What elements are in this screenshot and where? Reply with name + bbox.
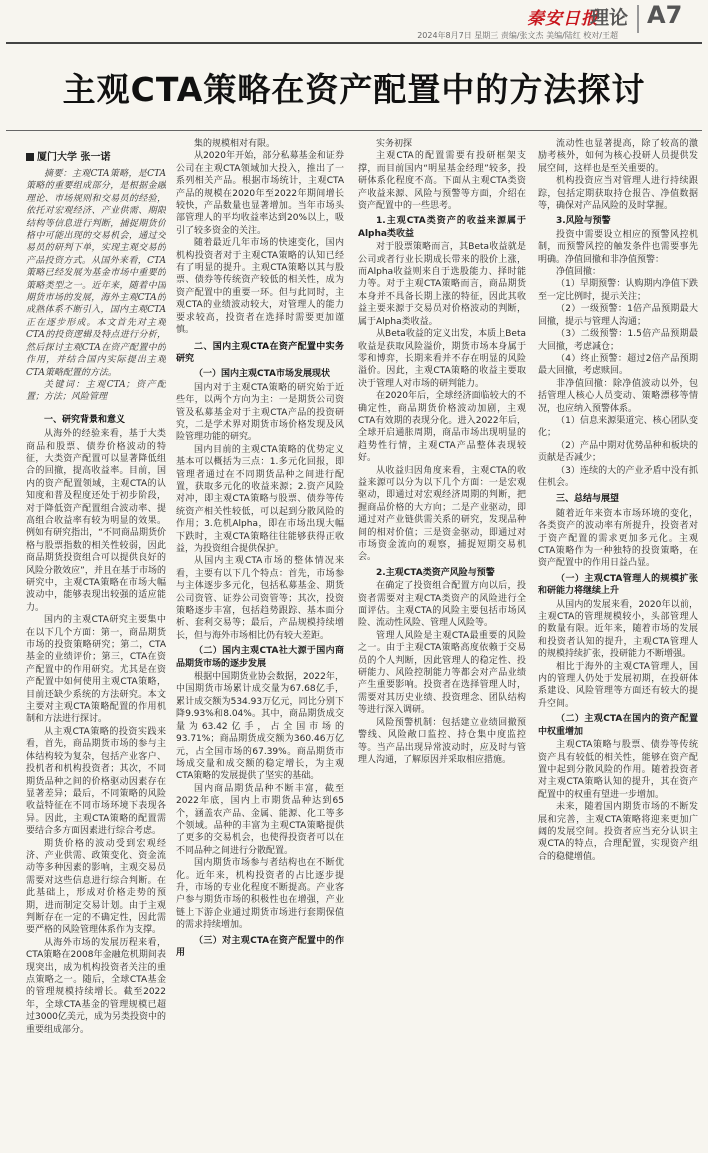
byline-square-icon — [26, 153, 34, 161]
body-paragraph: 从国内主观CTA市场的整体情况来看，主要有以下几个特点：首先，市场参与主体逐步多元化，包括私募基金、期货公司资管、证券公司资管等；其次，投资策略逐步丰富，包括趋势跟踪、基本面分析、套利交易等；最后，产品规模持续增长，但与海外市场相比仍有较大差距。 — [176, 556, 344, 641]
header-rule — [6, 42, 702, 44]
dateline: 2024年8月7日 星期三 责编/张文杰 美编/陆红 校对/王超 — [417, 31, 618, 40]
abstract-paragraph: 关键词：主观CTA；资产配置；方法；风险管理 — [26, 379, 166, 403]
body-paragraph: 集的规模相对有限。 — [194, 139, 276, 149]
body-paragraph: 期货价格的波动受到宏观经济、产业供需、政策变化、资金流动等多种因素的影响，主观交易员需要对这些信息进行综合判断。在此基础上，形成对价格走势的预期，进而制定交易计划。由于主观判断存在一定的不确定性，因此需要严格的风险管理体系作为支撑。 — [26, 838, 166, 936]
body-paragraph: （2）产品中期对优势品种和板块的贡献是否减少； — [538, 440, 698, 464]
subsection-heading: （二）主观CTA在国内的资产配置中权重增加 — [538, 714, 698, 737]
masthead-divider — [637, 5, 639, 33]
abstract-paragraph: 摘要：主观CTA策略，是CTA策略的重要组成部分，是根据金融理论、市场规则和交易员的经验，依托对宏观经济、产业供需、期限结构等信息进行判断，捕捉期货价格中可能出现的交易机会，通过交易员的研判下单，实现主观交易的产品投资方式。从国外来看，CTA策略已经发展为基金市场中重要的策略类型之一。近年来，随着中国期货市场的发展，海外主观CTA的成熟体系不断引入，国内主观CTA正在逐步形成。本文首先对主观CTA的投资逻辑及特点进行分析，然后探讨主观CTA在资产配置中的作用，并结合国内实际提出主观CTA策略配置的方法。 — [26, 169, 166, 378]
body-paragraph: （3）连续的大的产业矛盾中没有抓住机会。 — [538, 465, 698, 488]
body-paragraph: （1）信息来源渠道完、核心团队变化； — [538, 415, 698, 439]
body-paragraph: 非净值回撤：除净值波动以外，包括管理人核心人员变动、策略漂移等情况，也应纳入预警体系。 — [538, 378, 698, 414]
page-number: A7 — [647, 1, 683, 29]
section-label: 理论 — [590, 7, 629, 29]
body-paragraph: 根据中国期货业协会数据，2022年，中国期货市场累计成交量为67.68亿手，累计成交额为534.93万亿元，同比分别下降9.93%和8.04%。其中，商品期货成交量为63.42亿手，占全国市场的93.71%；商品期货成交额为360.46万亿元，占全国市场的67.39%。商品期货市场成交量和成交额的稳定增长，为主观CTA策略的发展提供了坚实的基础。 — [176, 672, 344, 782]
column-3 — [358, 138, 526, 1143]
body-paragraph: 随着最近几年市场的快速变化，国内机构投资者对于主观CTA策略的认知已经有了明显的提升。主观CTA策略以其与股票、债券等传统资产较低的相关性，成为资产配置中的重要一环。但与此同时，主观CTA的业绩波动较大，对管理人的能力要求较高，投资者在选择时需要更加谨慎。 — [176, 238, 344, 336]
column-1 — [26, 168, 166, 1143]
body-paragraph: 在确定了投资组合配置方向以后，投资者需要对主观CTA类资产的风险进行全面评估。主观CTA的风险主要包括市场风险、流动性风险、管理人风险等。 — [358, 581, 526, 629]
body-paragraph: 对于股票策略而言，其Beta收益就是公司或者行业长期成长带来的股价上涨，而Alpha收益则来自于选股能力、择时能力等。对于主观CTA策略而言，商品期货本身并不具备长期上涨的特征，因此其收益主要来源于交易员对价格波动的判断，属于Alpha类收益。 — [358, 242, 526, 327]
section-heading: 二、国内主观CTA在资产配置中实务研究 — [176, 341, 344, 364]
body-paragraph: 国内的主观CTA研究主要集中在以下几个方面：第一，商品期货市场的投资策略研究；第二，CTA基金的业绩评价；第三，CTA在资产配置中的作用研究。尤其是在资产配置中如何使用主观CTA策略，目前还缺少系统的方法研究。本文主要对主观CTA策略配置的作用机制和方法进行探讨。 — [26, 615, 166, 725]
body-paragraph: 流动性也显著提高，除了较高的激励考核外，如何为核心投研人员提供发展空间，这样也是至关重要的。 — [538, 139, 698, 174]
column-4 — [538, 138, 698, 1143]
byline — [26, 148, 110, 163]
body-paragraph: 相比于海外的主观CTA管理人，国内的管理人仍处于发展初期，在投研体系建设、风险管理等方面还有较大的提升空间。 — [538, 661, 698, 709]
body-paragraph: （3）二级预警：1.5倍产品预期最大回撤，考虑减仓； — [538, 329, 698, 352]
masthead — [0, 0, 708, 46]
body-paragraph: 投资中需要设立相应的预警风控机制，而预警风控的触发条件也需要事先明确。净值回撤和非净值预警： — [538, 229, 698, 265]
body-paragraph: 从国内的发展来看，2020年以前，主观CTA的管理规模较小，头部管理人的数量有限。近年来，随着市场的发展和投资者认知的提升，主观CTA管理人的规模持续扩张，投研能力不断增强。 — [538, 599, 698, 660]
subsection-heading: 1.主观CTA类资产的收益来源属于Alpha类收益 — [358, 216, 526, 239]
section-heading: 三、总结与展望 — [556, 494, 620, 505]
body-paragraph: 在2020年后，全球经济面临较大的不确定性，商品期货价格波动加剧，主观CTA有效期的表现分化。进入2022年后，全球开启通胀周期，商品市场出现明显的趋势性行情，主观CTA产品整体表现较好。 — [358, 391, 526, 464]
subsection-heading: 3.风险与预警 — [556, 216, 611, 227]
body-paragraph: 实务初探 — [376, 139, 413, 149]
title-rule — [6, 130, 702, 131]
subsection-heading: （一）主观CTA管理人的规模扩张和研能力将继续上升 — [538, 573, 698, 597]
body-paragraph: 未来，随着国内期货市场的不断发展和完善，主观CTA策略将迎来更加广阔的发展空间。投资者应当充分认识主观CTA的特点，合理配置，实现资产组合的稳健增值。 — [538, 802, 698, 862]
body-paragraph: （1）早期预警：认购期内净值下跌至一定比例时，提示关注； — [538, 279, 698, 302]
body-paragraph: 从海外的经验来看，基于大类商品和股票、债券价格波动的特征，大类资产配置可以显著降低组合的回撤，提高收益率。目前，国内的资产配置领域，主观CTA的认知度和普及程度还处于初步阶段，对于降低资产配置组合波动率、提高组合收益率有较为明显的效果。例如有研究指出，“不同商品期货价格与股票指数的相关性较弱，因此商品期货投资组合可以提供良好的风险分散效应”，并且在基于市场的研究中，主观CTA策略在市场大幅波动中，能够表现出较强的适应能力。 — [26, 429, 166, 613]
subsection-heading: 2.主观CTA类资产风险与预警 — [376, 567, 495, 578]
body-paragraph: 国内目前的主观CTA策略的优势定义基本可以概括为三点：1.多元化回报，即管理者通过在不同期货品种之间进行配置，获取多元化的收益来源；2.资产风险对冲，即主观CTA策略与股票、债券等传统资产相关性较低，可以起到分散风险的作用；3.危机Alpha，即在市场出现大幅下跌时，主观CTA策略往往能够获得正收益，为投资组合提供保护。 — [176, 444, 344, 554]
section-heading: 一、研究背景和意义 — [44, 414, 126, 425]
subsection-heading: （三）对主观CTA在资产配置中的作用 — [176, 935, 344, 958]
body-paragraph: 国内期货市场参与者结构也在不断优化。近年来，机构投资者的占比逐步提升，市场的专业化程度不断提高。产业客户参与期货市场的积极性也在增强，产业链上下游企业通过期货市场进行套期保值的需求持续增加。 — [176, 858, 344, 931]
body-paragraph: 从海外市场的发展历程来看，CTA策略在2008年金融危机期间表现突出，成为机构投资者关注的重点策略之一。随后，全球CTA基金的管理规模持续增长。截至2022年，全球CTA基金的管理规模已超过3000亿美元，成为另类投资中的重要组成部分。 — [26, 937, 166, 1035]
body-paragraph: 随着近年来资本市场环境的变化，各类资产的波动率有所提升，投资者对于资产配置的需求更加多元化。主观CTA策略作为一种独特的投资策略，在资产配置中的作用日益凸显。 — [538, 508, 698, 569]
column-2 — [176, 138, 344, 1143]
body-paragraph: 风险预警机制：包括建立业绩回撤预警线、风险敞口监控、持仓集中度监控等。当产品出现异常波动时，应及时与管理人沟通，了解原因并采取相应措施。 — [358, 717, 526, 765]
body-paragraph: （4）终止预警：超过2倍产品预期最大回撤，考虑赎回。 — [538, 353, 698, 377]
byline-text: 厦门大学 张一诺 — [37, 152, 111, 163]
newspaper-logo: 秦安日报 — [527, 9, 599, 29]
body-paragraph: 国内商品期货品种不断丰富，截至2022年底，国内上市期货品种达到65个，涵盖农产品、金属、能源、化工等多个领域。品种的丰富为主观CTA策略提供了更多的交易机会，也使得投资者可以在不同品种之间进行分散配置。 — [176, 783, 344, 856]
article-title: 主观CTA策略在资产配置中的方法探讨 — [62, 70, 646, 109]
subsection-heading: （二）国内主观CTA社大源于国内商品期货市场的逐步发展 — [176, 646, 344, 669]
body-paragraph: 国内对于主观CTA策略的研究始于近些年，以两个方向为主：一是期货公司资管及私募基金对于主观CTA产品的投资研究，二是学术界对期货市场价格发现及风险管理功能的研究。 — [176, 382, 344, 443]
body-paragraph: 机构投资应当对管理人进行持续跟踪，包括定期获取持仓报告、净值数据等，确保对产品风险的及时掌握。 — [538, 176, 698, 212]
body-paragraph: 主观CTA的配置需要有投研框架支撑，而目前国内“明星基金经理”较多，投研体系化程度不高。下面从主观CTA类资产收益来源、风险与预警等方面，介绍在资产配置中的一些思考。 — [358, 151, 526, 212]
body-paragraph: 主观CTA策略与股票、债券等传统资产具有较低的相关性，能够在资产配置中起到分散风险的作用。随着投资者对主观CTA策略认知的提升，其在资产配置中的权重有望进一步增加。 — [538, 740, 698, 800]
abstract-block — [26, 168, 166, 410]
body-paragraph: 从收益归因角度来看，主观CTA的收益来源可以分为以下几个方面：一是宏观驱动，即通过对宏观经济周期的判断，把握商品价格的大方向；二是产业驱动，即通过对产业链供需关系的研究，发现品种间的相对价值；三是资金驱动，即通过对市场资金流向的观察，捕捉短期交易机会。 — [358, 465, 526, 563]
body-paragraph: 从Beta收益的定义出发，本质上Beta收益是获取风险溢价，期货市场本身属于零和博弈，长期来看并不存在明显的风险溢价。因此，主观CTA策略的收益主要取决于管理人对市场的研判能力。 — [358, 329, 526, 389]
body-paragraph: 净值回撤： — [556, 267, 602, 278]
subsection-heading: （一）国内主观CTA市场发展现状 — [194, 369, 331, 380]
body-paragraph: 管理人风险是主观CTA最重要的风险之一。由于主观CTA策略高度依赖于交易员的个人判断，因此管理人的稳定性、投研能力、风险控制能力等都会对产品业绩产生重要影响。投资者在选择管理人时，需要对其历史业绩、投资理念、团队结构等进行深入调研。 — [358, 630, 526, 716]
body-paragraph: 从主观CTA策略的投资实践来看，首先，商品期货市场的参与主体结构较为复杂，包括产业客户、投机者和机构投资者；其次，不同期货品种之间的价格驱动因素存在显著差异；最后，不同策略的风险收益特征在不同市场环境下表现各异。因此，主观CTA策略的配置需要结合多方面因素进行综合考虑。 — [26, 726, 166, 837]
body-paragraph: （2）一级预警：1倍产品预期最大回撤，提示与管理人沟通； — [538, 304, 698, 327]
body-paragraph: 从2020年开始，部分私募基金和证券公司在主观CTA领域加大投入，推出了一系列相关产品。根据市场统计，主观CTA产品的规模在2020年至2022年期间增长较快，产品数量也显著增加。当年市场头部管理人的平均收益率达到20%以上，吸引了较多资金的关注。 — [176, 151, 344, 236]
